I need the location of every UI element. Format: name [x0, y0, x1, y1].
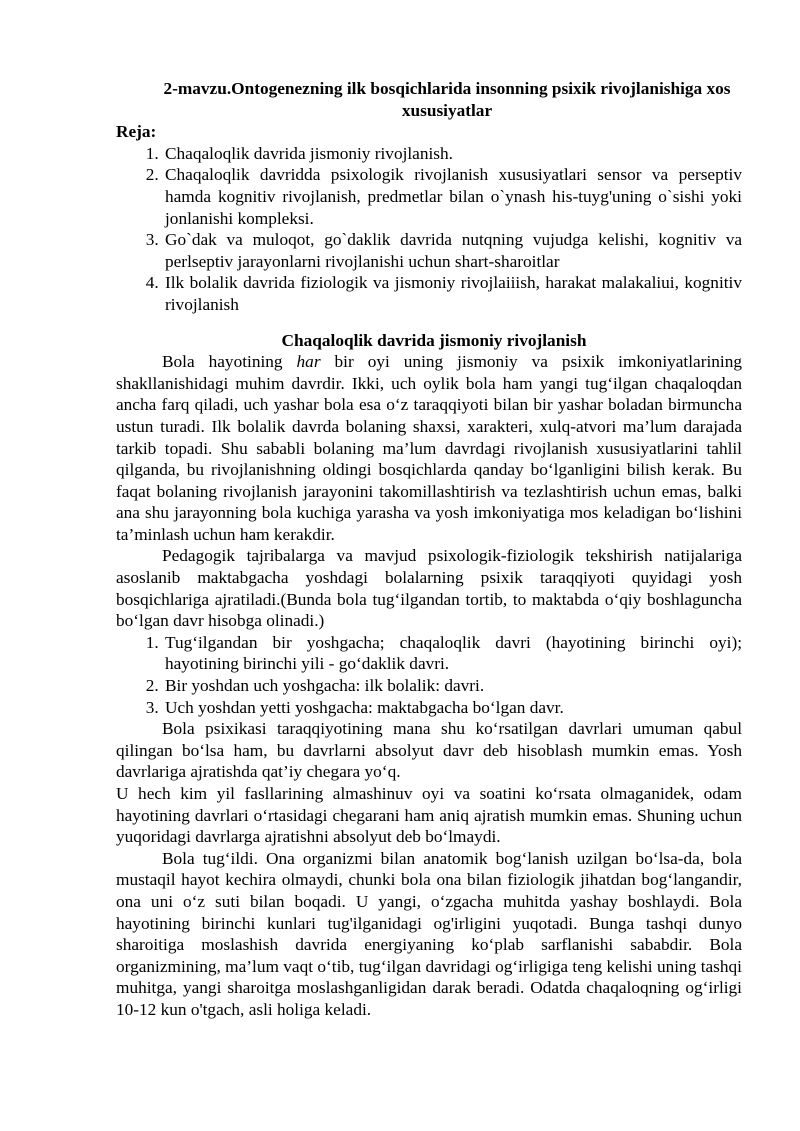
plan-item: 2. Chaqaloqlik davridda psixologik rivojlanish xususiyatlari sensor va perseptiv hamda kognitiv rivojlanish, predmetlar bilan o`ynash his-tuyg'uning o`sishi yoki jonlanishi kompleksi.: [163, 164, 742, 229]
paragraph-4: U hech kim yil fasllarining almashinuv oyi va soatini ko‘rsata olmaganidek, odam hayotining davrlari o‘rtasidagi chegarani ham aniq ajratish mumkin emas. Shuning uchun yuqoridagi davrlarga ajratishni absolyut deb bo‘lmaydi.: [116, 784, 742, 847]
paragraph-1-italic-word: har: [296, 352, 321, 372]
document-title: 2-mavzu.Ontogenezning ilk bosqichlarida insonning psixik rivojlanishiga xos xususiyatlar: [163, 79, 731, 120]
age-stages-list: [116, 632, 742, 718]
age-stage-item: 1. Tug‘ilgandan bir yoshgacha; chaqaloqlik davri (hayotining birinchi oyi); hayotining birinchi yili - go‘daklik davri.: [163, 632, 742, 675]
section-heading: Chaqaloqlik davrida jismoniy rivojlanish: [281, 330, 587, 350]
paragraph-1-rest: bir oyi uning jismoniy va psixik imkoniyatlarining shakllanishidagi muhim davrdir. Ikki, uch oylik bola ham yangi tug‘ilgan chaqaloqdan ancha farq qiladi, uch yashar bola esa o‘z taraqqiyoti bilan bir yashar boladan birmuncha ustun turadi. Ilk bolalik davrda bolaning shaxsi, xarakteri, xulq-atvori ma’lum darajada tarkib topadi. Shu sababli bolaning ma’lum davrdagi rivojlanish xususiyatlarini tahlil qilganda, bu rivojlanishning oldingi bosqichlarda qanday bo‘lganligini bilish kerak. Bu faqat bolaning rivojlanish jarayonini takomillashtirish va tezlashtirish uchun emas, balki ana shu jarayonning bola kuchiga yarasha va yosh imkoniyatiga mos keladigan bo‘lishini ta’minlash uchun ham kerakdir.: [116, 352, 742, 544]
paragraph-2: Pedagogik tajribalarga va mavjud psixologik-fiziologik tekshirish natijalariga asoslanib maktabgacha yoshdagi bolalarning psixik taraqqiyoti quyidagi yosh bosqichlariga ajratiladi.(Bunda bola tug‘ilgandan tortib, to maktabda o‘qiy boshlaguncha bo‘lgan davr hisobga olinadi.): [116, 546, 742, 631]
age-stage-item: 2. Bir yoshdan uch yoshgacha: ilk bolalik: davri.: [163, 675, 742, 697]
paragraph-3: Bola psixikasi taraqqiyotining mana shu ko‘rsatilgan davrlari umuman qabul qilingan bo‘lsa ham, bu davrlarni absolyut davr deb hisoblash mumkin emas. Yosh davrlariga ajratishda qat’iy chegara yo‘q.: [116, 719, 742, 782]
plan-item: 3. Go`dak va muloqot, go`daklik davrida nutqning vujudga kelishi, kognitiv va perlseptiv jarayonlarni rivojlanishi uchun shart-sharoitlar: [163, 229, 742, 272]
plan-item: 1. Chaqaloqlik davrida jismoniy rivojlanish.: [163, 143, 742, 165]
plan-label: Reja:: [116, 122, 157, 142]
document-page: [116, 78, 742, 1021]
paragraph-1: [116, 351, 742, 545]
paragraph-1-start: Bola hayotining: [162, 352, 297, 372]
age-stage-item: 3. Uch yoshdan yetti yoshgacha: maktabgacha bo‘lgan davr.: [163, 697, 742, 719]
paragraph-5: Bola tug‘ildi. Ona organizmi bilan anatomik bog‘lanish uzilgan bo‘lsa-da, bola mustaqil hayot kechira olmaydi, chunki bola ona bilan fiziologik jihatdan bog‘langandir, ona uni o‘z suti bilan boqadi. U yangi, o‘zgacha muhitda yashay boshlaydi. Bola hayotining birinchi kunlari tug'ilganidagi og'irligini yuqotadi. Bunga tashqi dunyo sharoitiga moslashish davrida energiyaning ko‘plab sarflanishi sababdir. Bola organizmining, ma’lum vaqt o‘tib, tug‘ilgan davridagi og‘irligiga teng kelishi uning tashqi muhitga, yangi sharoitga moslashganligidan darak beradi. Odatda chaqaloqning og‘irligi 10-12 kun o'tgach, asli holiga keladi.: [116, 848, 742, 1019]
plan-item: 4. Ilk bolalik davrida fiziologik va jismoniy rivojlaiiish, harakat malakaliui, kognitiv rivojlanish: [163, 272, 742, 315]
plan-list: [116, 143, 742, 316]
